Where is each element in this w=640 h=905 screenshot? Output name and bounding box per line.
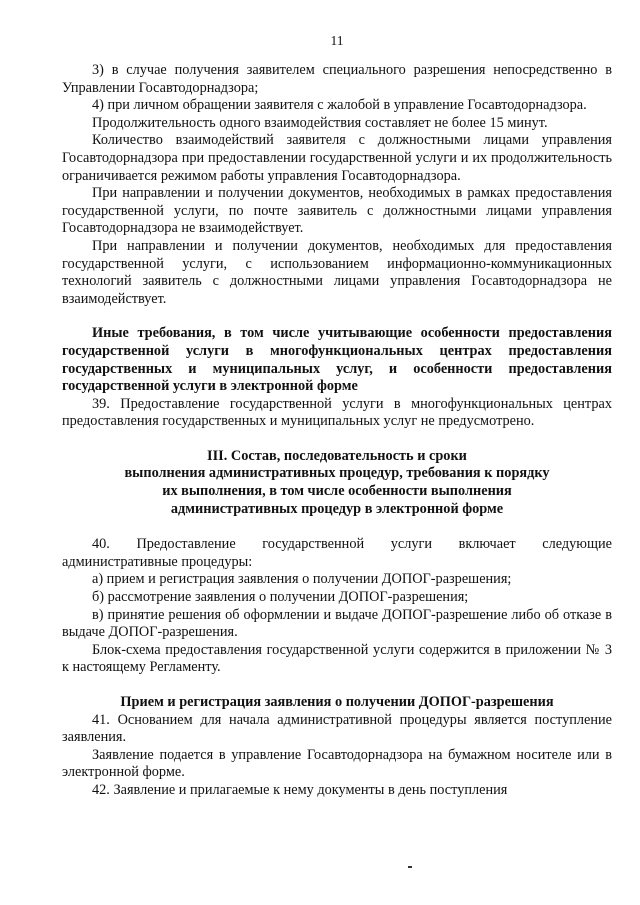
list-item-c: в) принятие решения об оформлении и выдаче ДОПОГ-разрешение либо об отказе в выдаче ДОПОГ-разрешения. xyxy=(62,606,612,641)
list-item-b: б) рассмотрение заявления о получении ДОПОГ-разрешения; xyxy=(92,589,469,606)
paragraph-block-scheme: Блок-схема предоставления государственной услуги содержится в приложении № 3 к настоящему Регламенту. xyxy=(62,641,612,676)
heading-other-requirements: Иные требования, в том числе учитывающие особенности предоставления государственной услуги в многофункциональных центрах предоставления государственных и муниципальных услуг, и особенности предоставления государственной услуги в электронной форме xyxy=(62,325,612,395)
section-three-heading-line-4: административных процедур в электронной форме xyxy=(170,500,504,517)
paragraph-duration: Продолжительность одного взаимодействия составляет не более 15 минут. xyxy=(92,114,548,131)
section-gap xyxy=(62,518,612,536)
heading-reception-registration: Прием и регистрация заявления о получении ДОПОГ-разрешения xyxy=(120,694,554,710)
paragraph-item-4: 4) при личном обращении заявителя с жалобой в управление Госавтодорнадзора. xyxy=(92,97,587,114)
paragraph-39: 39. Предоставление государственной услуги в многофункциональных центрах предоставления государственных и муниципальных услуг не предусмотрено. xyxy=(62,395,612,430)
paragraph-41-submission: Заявление подается в управление Госавтодорнадзора на бумажном носителе или в электронной форме. xyxy=(62,746,612,781)
section-gap xyxy=(62,308,612,325)
paragraph-40: 40. Предоставление государственной услуги включает следующие административные процедуры: xyxy=(62,536,612,570)
page-number: 11 xyxy=(330,33,344,48)
paragraph-41: 41. Основанием для начала административной процедуры является поступление заявления. xyxy=(62,711,612,746)
section-three-heading-line-1: III. Состав, последовательность и сроки xyxy=(207,447,467,464)
section-three-heading-line-2: выполнения административных процедур, требования к порядку xyxy=(124,465,550,482)
document-page xyxy=(62,0,612,905)
paragraph-42: 42. Заявление и прилагаемые к нему документы в день поступления xyxy=(92,781,508,798)
section-gap xyxy=(62,431,612,448)
section-gap xyxy=(62,677,612,694)
scan-mark xyxy=(408,866,412,868)
list-item-a: а) прием и регистрация заявления о получении ДОПОГ-разрешения; xyxy=(92,571,512,588)
paragraph-postal-documents: При направлении и получении документов, необходимых в рамках предоставления государственной услуги, по почте заявитель с должностными лицами управления Госавтодорнадзора не взаимодействует. xyxy=(62,185,612,237)
section-three-heading-line-3: их выполнения, в том числе особенности выполнения xyxy=(162,483,512,500)
paragraph-item-3: 3) в случае получения заявителем специального разрешения непосредственно в Управлении Госавтодорнадзора; xyxy=(62,62,612,96)
paragraph-interaction-count: Количество взаимодействий заявителя с должностными лицами управления Госавтодорнадзора при предоставлении государственной услуги и их продолжительность ограничивается режимом работы управления Госавтодорнадзора. xyxy=(62,132,612,184)
document-body xyxy=(62,62,612,800)
paragraph-ict-documents: При направлении и получении документов, необходимых для предоставления государственной услуги, с использованием информационно-коммуникационных технологий заявитель с должностными лицами управления Госавтодорнадзора не взаимодействует. xyxy=(62,237,612,307)
